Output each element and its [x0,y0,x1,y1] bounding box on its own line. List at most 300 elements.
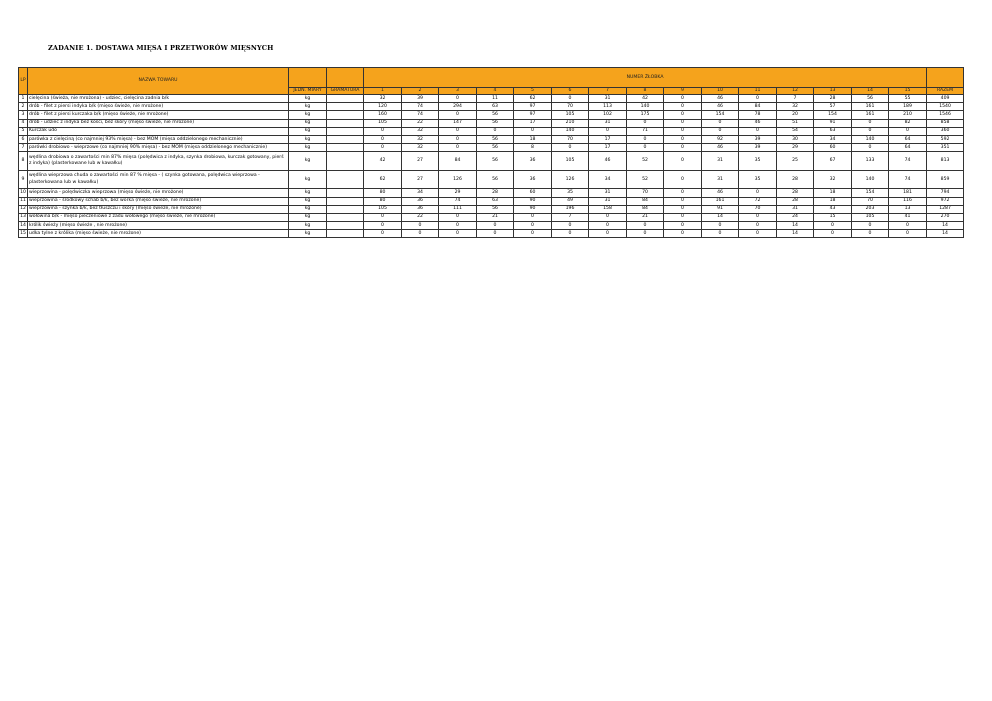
row-qty-nursery-9: 0 [664,95,702,103]
row-qty-nursery-13: 0 [814,222,852,230]
row-qty-nursery-5: 62 [514,95,552,103]
row-qty-nursery-5: 18 [514,135,552,143]
row-qty-nursery-13: 34 [814,135,852,143]
header-nursery-14: 14 [852,88,889,95]
row-qty-nursery-12: 14 [777,222,814,230]
row-product-name: wieprzowina - szynka b/k, bez tłuszczu i skóry (mięso świeże, nie mrożone) [28,205,289,213]
header-lp: LP [19,68,28,95]
header-nursery-15: 15 [889,88,927,95]
row-qty-nursery-8: 84 [627,205,664,213]
row-product-name: wieprzowina - polędwiczka wieprzowa (mięso świeże, nie mrożone) [28,189,289,197]
row-qty-nursery-10: 0 [702,222,739,230]
order-table [18,67,964,238]
page-title: ZADANIE 1. DOSTAWA MIĘSA I PRZETWORÓW MIĘSNYCH [48,44,274,52]
row-qty-nursery-9: 0 [664,197,702,205]
row-qty-nursery-14: 0 [852,127,889,135]
table-row [19,213,964,221]
row-qty-nursery-11: 39 [739,144,777,152]
row-product-name: Kurczak udo [28,127,289,135]
header-nursery-10: 10 [702,88,739,95]
header-nursery-2: 2 [402,88,439,95]
row-qty-nursery-9: 0 [664,205,702,213]
row-qty-nursery-6: 0 [552,144,589,152]
row-lp: 7 [19,144,28,152]
row-qty-nursery-9: 0 [664,135,702,143]
row-qty-nursery-3: 126 [439,170,477,189]
row-qty-nursery-4: 28 [477,189,514,197]
row-weight [327,119,364,127]
row-lp: 15 [19,230,28,238]
row-qty-nursery-9: 0 [664,213,702,221]
row-qty-nursery-15: 74 [889,170,927,189]
row-qty-nursery-14: 0 [852,230,889,238]
row-qty-nursery-13: 91 [814,119,852,127]
row-qty-nursery-7: 113 [589,103,627,111]
row-qty-nursery-14: 140 [852,170,889,189]
row-qty-nursery-1: 0 [364,127,402,135]
row-product-name: królik świeży (mięso świeże , nie mrożone) [28,222,289,230]
row-qty-nursery-2: 0 [402,230,439,238]
row-qty-nursery-7: 17 [589,135,627,143]
row-qty-nursery-8: 71 [627,127,664,135]
row-qty-nursery-1: 62 [364,170,402,189]
row-qty-nursery-13: 60 [814,144,852,152]
row-product-name: wędlina drobiowa o zawartości min 87% mięsa (polędwica z indyka, szynka drobiowa, kurczak gotowany, pierś z indyka) (plasterkowane lub w kawałku) [28,152,289,171]
row-qty-nursery-3: 0 [439,213,477,221]
row-weight [327,144,364,152]
row-qty-nursery-10: 0 [702,127,739,135]
row-qty-nursery-12: 30 [777,135,814,143]
row-qty-nursery-8: 21 [627,213,664,221]
row-qty-nursery-6: 70 [552,103,589,111]
row-qty-nursery-11: 35 [739,170,777,189]
row-qty-nursery-4: 0 [477,230,514,238]
row-qty-nursery-2: 0 [402,222,439,230]
row-qty-nursery-10: 14 [702,213,739,221]
row-qty-nursery-15: 64 [889,135,927,143]
row-unit: kg [289,213,327,221]
row-qty-nursery-1: 80 [364,197,402,205]
row-total: 409 [927,95,964,103]
row-qty-nursery-13: 28 [814,95,852,103]
row-qty-nursery-12: 7 [777,95,814,103]
header-nursery-5: 5 [514,88,552,95]
row-qty-nursery-11: 70 [739,205,777,213]
header-unit-top [289,68,327,88]
row-lp: 8 [19,152,28,171]
header-nursery-4: 4 [477,88,514,95]
row-qty-nursery-10: 46 [702,103,739,111]
row-qty-nursery-5: 97 [514,103,552,111]
row-qty-nursery-1: 0 [364,135,402,143]
row-lp: 12 [19,205,28,213]
row-qty-nursery-3: 294 [439,103,477,111]
row-unit: kg [289,135,327,143]
row-qty-nursery-8: 52 [627,170,664,189]
row-lp: 10 [19,189,28,197]
row-qty-nursery-3: 0 [439,111,477,119]
row-qty-nursery-10: 46 [702,189,739,197]
row-qty-nursery-13: 67 [814,152,852,171]
row-qty-nursery-1: 0 [364,222,402,230]
row-total: 360 [927,127,964,135]
row-weight [327,103,364,111]
row-qty-nursery-10: 92 [702,135,739,143]
row-qty-nursery-2: 27 [402,170,439,189]
row-qty-nursery-15: 0 [889,230,927,238]
row-qty-nursery-1: 105 [364,205,402,213]
row-qty-nursery-3: 84 [439,152,477,171]
row-qty-nursery-14: 0 [852,119,889,127]
header-nursery-7: 7 [589,88,627,95]
header-product-name: NAZWA TOWARU [28,68,289,95]
row-qty-nursery-4: 0 [477,222,514,230]
row-total: 14 [927,230,964,238]
row-qty-nursery-9: 0 [664,127,702,135]
row-qty-nursery-14: 161 [852,103,889,111]
row-qty-nursery-1: 105 [364,119,402,127]
row-qty-nursery-6: 105 [552,111,589,119]
row-unit: kg [289,170,327,189]
row-qty-nursery-3: 0 [439,127,477,135]
row-qty-nursery-9: 0 [664,222,702,230]
row-qty-nursery-8: 175 [627,111,664,119]
table-row [19,144,964,152]
row-qty-nursery-15: 55 [889,95,927,103]
row-qty-nursery-7: 0 [589,213,627,221]
row-total: 14 [927,222,964,230]
row-qty-nursery-2: 74 [402,111,439,119]
row-qty-nursery-9: 0 [664,189,702,197]
row-unit: kg [289,144,327,152]
row-product-name: wędlina wieprzowa chuda o zawartości min 87 % mięsa - ( szynka gotowana, polędwica wieprzowa - plasterkowana lub w kawałku) [28,170,289,189]
row-qty-nursery-9: 0 [664,119,702,127]
row-qty-nursery-4: 21 [477,213,514,221]
row-total: 813 [927,152,964,171]
row-qty-nursery-8: 84 [627,197,664,205]
row-qty-nursery-4: 63 [477,197,514,205]
row-qty-nursery-6: 105 [552,152,589,171]
row-total: 858 [927,119,964,127]
row-qty-nursery-11: 0 [739,95,777,103]
row-total: 1287 [927,205,964,213]
row-qty-nursery-8: 0 [627,135,664,143]
row-qty-nursery-13: 32 [814,170,852,189]
row-qty-nursery-12: 14 [777,230,814,238]
row-qty-nursery-5: 90 [514,197,552,205]
table-row [19,170,964,189]
row-qty-nursery-1: 0 [364,213,402,221]
row-lp: 13 [19,213,28,221]
row-qty-nursery-4: 56 [477,144,514,152]
row-qty-nursery-6: 49 [552,197,589,205]
row-lp: 3 [19,111,28,119]
row-qty-nursery-8: 0 [627,119,664,127]
row-qty-nursery-11: 46 [739,119,777,127]
row-qty-nursery-3: 111 [439,205,477,213]
row-weight [327,222,364,230]
row-lp: 14 [19,222,28,230]
row-qty-nursery-15: 116 [889,197,927,205]
row-unit: kg [289,152,327,171]
row-qty-nursery-14: 70 [852,197,889,205]
row-qty-nursery-15: 41 [889,213,927,221]
row-qty-nursery-4: 56 [477,170,514,189]
row-qty-nursery-15: 189 [889,103,927,111]
row-product-name: udka tylne z królika (mięso świeże, nie mrożone) [28,230,289,238]
header-total-top [927,68,964,88]
row-qty-nursery-12: 25 [777,152,814,171]
row-qty-nursery-3: 0 [439,95,477,103]
row-unit: kg [289,197,327,205]
row-qty-nursery-10: 0 [702,230,739,238]
row-total: 972 [927,197,964,205]
row-qty-nursery-9: 0 [664,152,702,171]
row-weight [327,197,364,205]
table-row [19,111,964,119]
row-weight [327,230,364,238]
row-total: 592 [927,135,964,143]
row-qty-nursery-15: 181 [889,189,927,197]
header-nursery-8: 8 [627,88,664,95]
row-qty-nursery-4: 56 [477,205,514,213]
row-qty-nursery-6: 70 [552,135,589,143]
row-qty-nursery-10: 46 [702,95,739,103]
table-row [19,95,964,103]
row-product-name: drób - filet z piersi kurczaka b/k (mięso świeże, nie mrożone) [28,111,289,119]
row-qty-nursery-10: 31 [702,170,739,189]
row-unit: kg [289,189,327,197]
row-qty-nursery-3: 147 [439,119,477,127]
row-unit: kg [289,119,327,127]
row-lp: 5 [19,127,28,135]
row-qty-nursery-14: 56 [852,95,889,103]
table-row [19,230,964,238]
row-qty-nursery-3: 0 [439,144,477,152]
row-qty-nursery-9: 0 [664,103,702,111]
row-qty-nursery-5: 8 [514,144,552,152]
row-weight [327,152,364,171]
row-qty-nursery-13: 63 [814,127,852,135]
row-qty-nursery-14: 133 [852,152,889,171]
row-qty-nursery-1: 80 [364,189,402,197]
row-qty-nursery-12: 28 [777,189,814,197]
row-qty-nursery-12: 20 [777,111,814,119]
row-qty-nursery-7: 0 [589,222,627,230]
header-weight: GRAMATURA [327,88,364,95]
row-qty-nursery-15: 210 [889,111,927,119]
row-qty-nursery-11: 35 [739,152,777,171]
row-qty-nursery-13: 15 [814,213,852,221]
row-qty-nursery-10: 154 [702,111,739,119]
row-qty-nursery-6: 126 [552,170,589,189]
row-qty-nursery-8: 42 [627,95,664,103]
row-qty-nursery-11: 0 [739,230,777,238]
row-total: 1540 [927,103,964,111]
header-nursery-6: 6 [552,88,589,95]
row-qty-nursery-7: 102 [589,111,627,119]
row-weight [327,189,364,197]
row-qty-nursery-1: 32 [364,95,402,103]
row-qty-nursery-1: 42 [364,152,402,171]
row-qty-nursery-6: 196 [552,205,589,213]
row-qty-nursery-3: 29 [439,189,477,197]
row-qty-nursery-13: 18 [814,197,852,205]
row-qty-nursery-7: 17 [589,144,627,152]
row-lp: 9 [19,170,28,189]
row-qty-nursery-1: 0 [364,230,402,238]
row-qty-nursery-3: 0 [439,135,477,143]
row-qty-nursery-10: 161 [702,197,739,205]
row-qty-nursery-10: 46 [702,144,739,152]
row-qty-nursery-2: 34 [402,189,439,197]
row-qty-nursery-6: 210 [552,119,589,127]
row-qty-nursery-6: 7 [552,213,589,221]
row-total: 794 [927,189,964,197]
row-unit: kg [289,222,327,230]
row-weight [327,213,364,221]
row-qty-nursery-15: 82 [889,119,927,127]
row-qty-nursery-15: 0 [889,127,927,135]
row-qty-nursery-8: 52 [627,152,664,171]
row-qty-nursery-7: 31 [589,189,627,197]
row-unit: kg [289,230,327,238]
row-qty-nursery-14: 0 [852,144,889,152]
row-qty-nursery-14: 154 [852,189,889,197]
header-unit: JEDN. MIARY [289,88,327,95]
header-nursery-13: 13 [814,88,852,95]
row-lp: 4 [19,119,28,127]
row-qty-nursery-11: 0 [739,213,777,221]
row-qty-nursery-15: 13 [889,205,927,213]
row-qty-nursery-6: 0 [552,95,589,103]
row-qty-nursery-11: 78 [739,111,777,119]
table-row [19,222,964,230]
row-qty-nursery-12: 28 [777,170,814,189]
row-qty-nursery-5: 97 [514,111,552,119]
row-qty-nursery-4: 56 [477,119,514,127]
table-row [19,103,964,111]
header-nursery-9: 9 [664,88,702,95]
row-lp: 1 [19,95,28,103]
row-qty-nursery-4: 0 [477,127,514,135]
table-row [19,119,964,127]
row-qty-nursery-9: 0 [664,170,702,189]
row-qty-nursery-13: 43 [814,205,852,213]
row-product-name: parówka z cielęciną (co najmniej 93% mięsa) - bez MOM (mięsa oddzielonego mechanicznie) [28,135,289,143]
header-nursery-11: 11 [739,88,777,95]
row-unit: kg [289,103,327,111]
row-qty-nursery-12: 51 [777,119,814,127]
row-unit: kg [289,127,327,135]
row-qty-nursery-8: 0 [627,144,664,152]
table-row [19,127,964,135]
row-qty-nursery-14: 161 [852,111,889,119]
row-qty-nursery-2: 39 [402,95,439,103]
row-qty-nursery-2: 32 [402,135,439,143]
row-product-name: parówki drobiowo - wieprzowe (co najmniej 90% mięsa) - bez MOM (mięsa oddzielonego mechanicznie) [28,144,289,152]
row-qty-nursery-4: 56 [477,152,514,171]
header-nursery-3: 3 [439,88,477,95]
row-qty-nursery-2: 22 [402,213,439,221]
row-qty-nursery-13: 18 [814,189,852,197]
row-qty-nursery-7: 0 [589,127,627,135]
row-qty-nursery-13: 57 [814,103,852,111]
table-row [19,152,964,171]
row-qty-nursery-15: 74 [889,152,927,171]
row-weight [327,95,364,103]
row-product-name: wieprzowina - środkowy schab b/k, bez worka (mięso świeże, nie mrożone) [28,197,289,205]
row-qty-nursery-5: 36 [514,170,552,189]
row-qty-nursery-9: 0 [664,230,702,238]
row-qty-nursery-12: 28 [777,197,814,205]
row-qty-nursery-5: 60 [514,189,552,197]
row-qty-nursery-12: 32 [777,103,814,111]
header-nursery-1: 1 [364,88,402,95]
row-qty-nursery-8: 70 [627,189,664,197]
row-unit: kg [289,111,327,119]
row-qty-nursery-5: 36 [514,152,552,171]
table-row [19,135,964,143]
row-qty-nursery-12: 24 [777,213,814,221]
row-qty-nursery-11: 39 [739,135,777,143]
row-qty-nursery-4: 63 [477,103,514,111]
row-weight [327,205,364,213]
row-qty-nursery-11: 72 [739,197,777,205]
row-qty-nursery-3: 0 [439,230,477,238]
row-qty-nursery-7: 31 [589,119,627,127]
row-qty-nursery-9: 0 [664,111,702,119]
header-nursery-number: NUMER ŻŁOBKA [364,68,927,88]
row-qty-nursery-15: 64 [889,144,927,152]
row-weight [327,111,364,119]
row-qty-nursery-9: 0 [664,144,702,152]
row-qty-nursery-12: 31 [777,205,814,213]
row-qty-nursery-2: 36 [402,205,439,213]
row-qty-nursery-6: 0 [552,230,589,238]
row-qty-nursery-4: 11 [477,95,514,103]
row-weight [327,135,364,143]
row-qty-nursery-1: 160 [364,111,402,119]
row-qty-nursery-14: 140 [852,135,889,143]
row-qty-nursery-12: 29 [777,144,814,152]
row-qty-nursery-2: 22 [402,119,439,127]
row-qty-nursery-15: 0 [889,222,927,230]
row-qty-nursery-8: 0 [627,230,664,238]
row-qty-nursery-7: 0 [589,230,627,238]
table-row [19,205,964,213]
row-qty-nursery-7: 31 [589,197,627,205]
row-qty-nursery-5: 0 [514,213,552,221]
row-qty-nursery-2: 27 [402,152,439,171]
row-unit: kg [289,95,327,103]
row-qty-nursery-1: 120 [364,103,402,111]
row-qty-nursery-5: 17 [514,119,552,127]
header-total: RAZEM [927,88,964,95]
row-lp: 6 [19,135,28,143]
row-weight [327,170,364,189]
row-qty-nursery-6: 0 [552,222,589,230]
row-qty-nursery-6: 140 [552,127,589,135]
row-qty-nursery-14: 105 [852,213,889,221]
row-qty-nursery-4: 56 [477,111,514,119]
row-qty-nursery-3: 74 [439,197,477,205]
row-qty-nursery-4: 56 [477,135,514,143]
row-qty-nursery-5: 0 [514,222,552,230]
table-row [19,189,964,197]
row-weight [327,127,364,135]
header-nursery-12: 12 [777,88,814,95]
